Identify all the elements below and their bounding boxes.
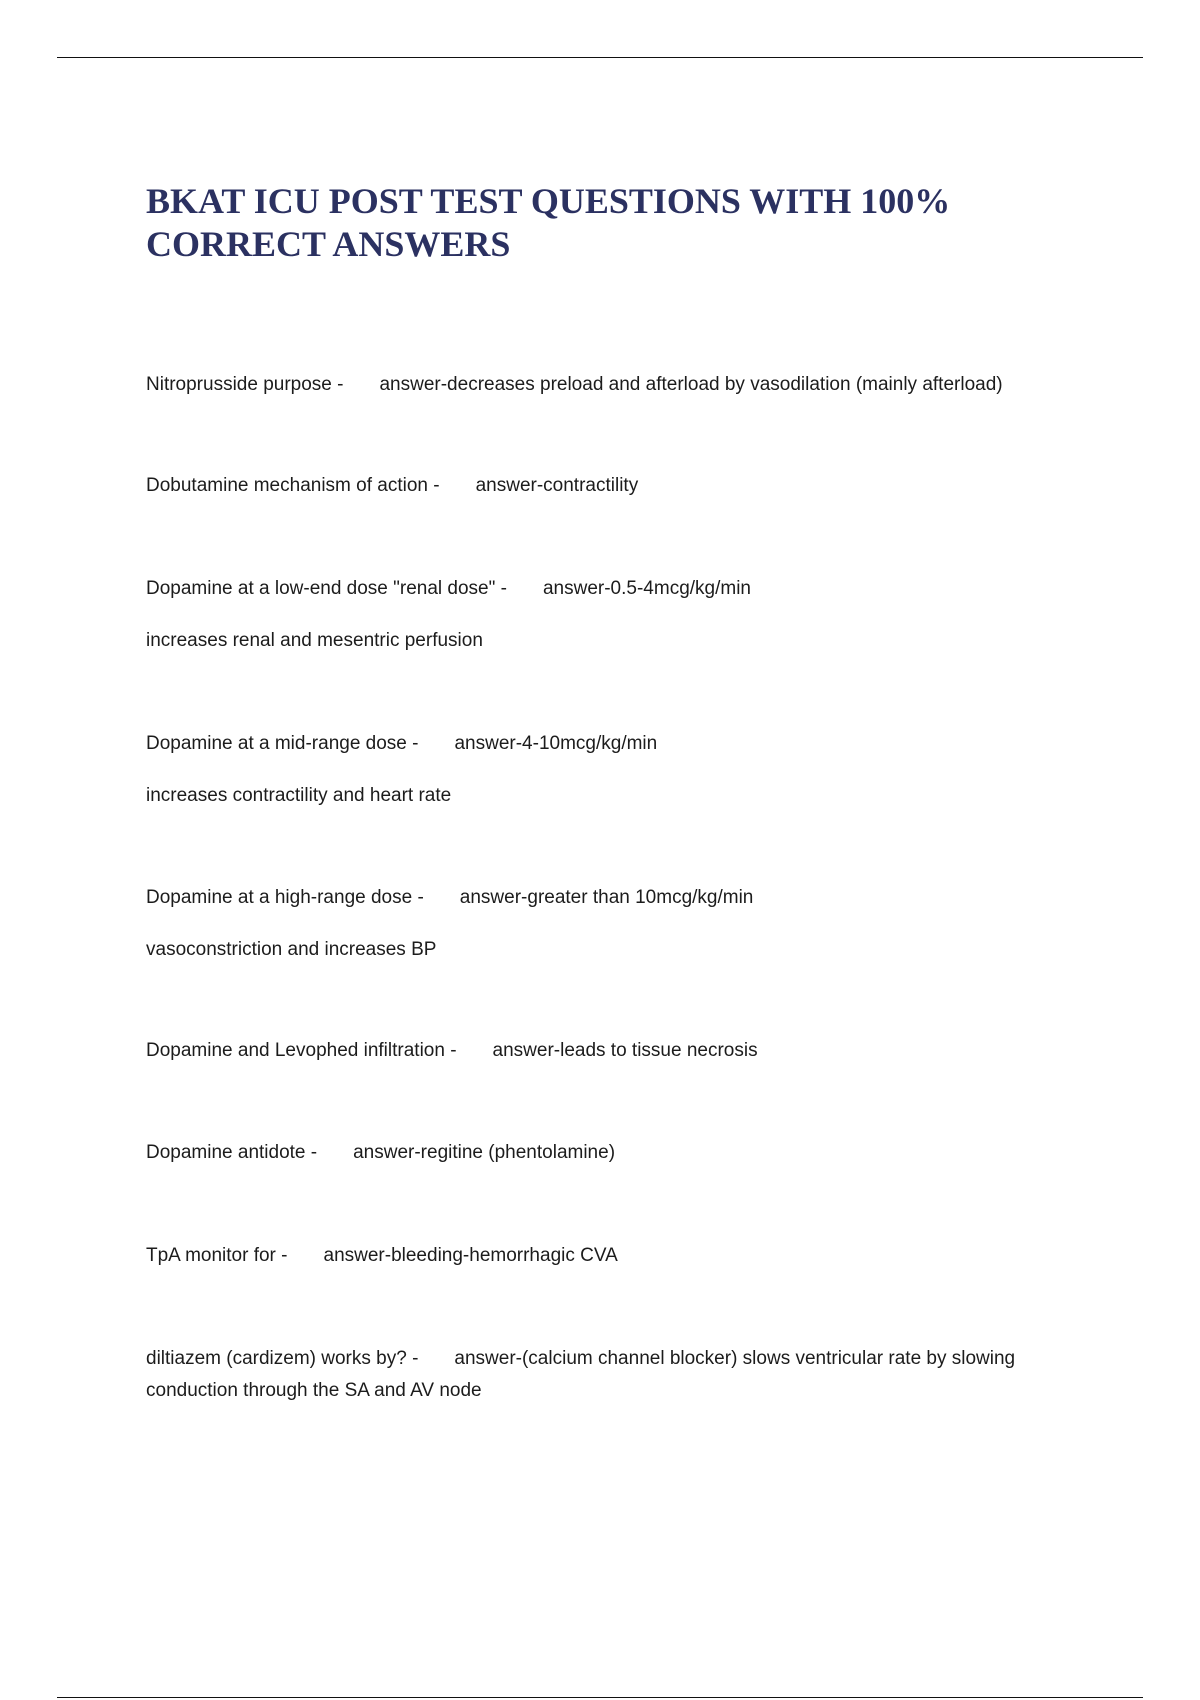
qa-item <box>146 728 1086 812</box>
question-text: Dopamine at a low-end dose "renal dose" - <box>146 578 507 599</box>
question-text: Dopamine and Levophed infiltration - <box>146 1040 457 1061</box>
question-text: Dopamine at a high-range dose - <box>146 887 424 908</box>
answer-text: answer-decreases preload and afterload by vasodilation (mainly afterload) <box>379 374 1003 395</box>
qa-item <box>146 1137 1086 1169</box>
answer-text: answer-0.5-4mcg/kg/min <box>542 578 752 599</box>
answer-detail: vasoconstriction and increases BP <box>146 939 437 960</box>
top-rule <box>57 57 1143 58</box>
question-text: Dopamine at a mid-range dose - <box>146 733 419 754</box>
document-title: BKAT ICU POST TEST QUESTIONS WITH 100% CORRECT ANSWERS <box>146 181 951 264</box>
question-text: Dopamine antidote - <box>146 1142 318 1163</box>
question-text: diltiazem (cardizem) works by? - <box>146 1348 419 1369</box>
qa-item <box>146 470 1086 502</box>
answer-text: answer-leads to tissue necrosis <box>492 1040 758 1061</box>
answer-text: answer-contractility <box>475 475 639 496</box>
qa-item <box>146 573 1086 657</box>
answer-text: answer-regitine (phentolamine) <box>353 1142 616 1163</box>
qa-item <box>146 1240 1086 1272</box>
qa-item <box>146 1035 1086 1067</box>
answer-text: answer-(calcium channel blocker) slows ventricular rate by slowing conduction through the SA and AV node <box>146 1348 1021 1401</box>
bottom-rule <box>57 1697 1143 1698</box>
qa-item <box>146 1343 1086 1407</box>
qa-item <box>146 369 1086 401</box>
answer-text: answer-bleeding-hemorrhagic CVA <box>323 1245 618 1266</box>
question-text: Dobutamine mechanism of action - <box>146 475 440 496</box>
answer-detail: increases contractility and heart rate <box>146 785 452 806</box>
answer-detail: increases renal and mesentric perfusion <box>146 630 483 651</box>
question-text: TpA monitor for - <box>146 1245 288 1266</box>
answer-text: answer-greater than 10mcg/kg/min <box>459 887 754 908</box>
answer-text: answer-4-10mcg/kg/min <box>454 733 658 754</box>
qa-item <box>146 882 1086 966</box>
question-text: Nitroprusside purpose - <box>146 374 344 395</box>
